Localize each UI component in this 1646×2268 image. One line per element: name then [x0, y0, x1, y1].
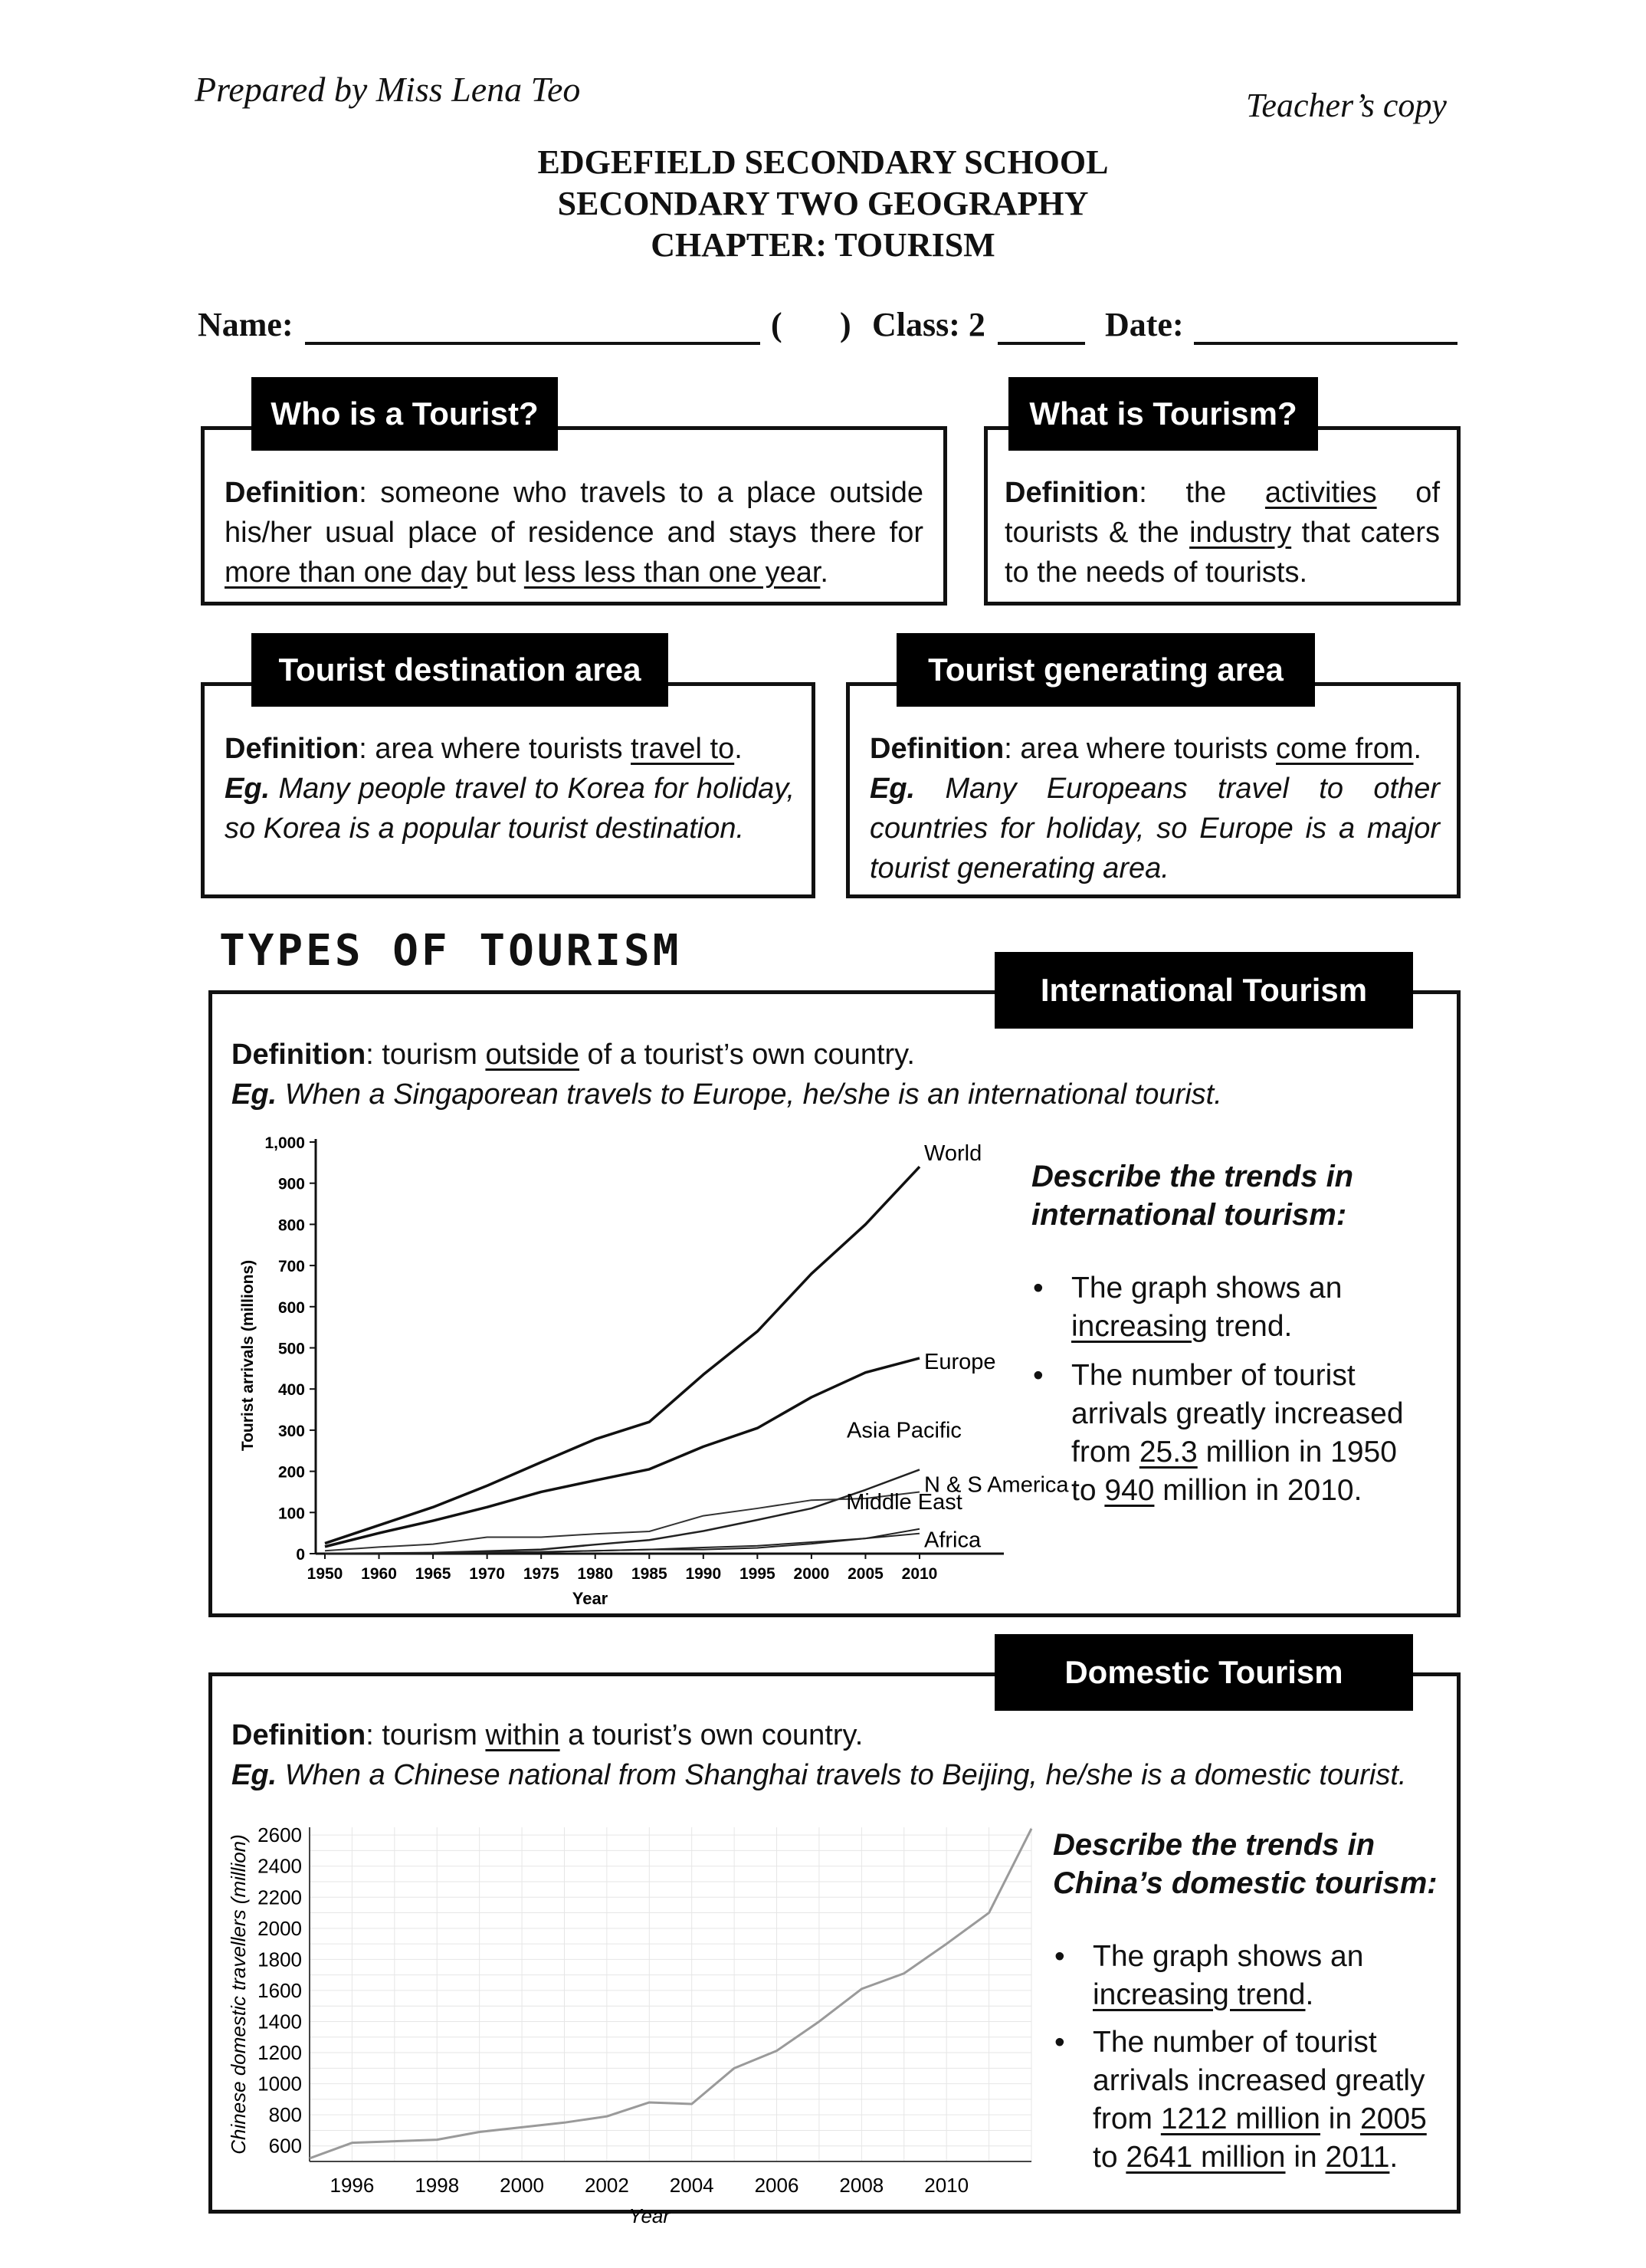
y-axis-title: Tourist arrivals (millions) — [239, 1259, 257, 1452]
bullet-text: The number of tourist — [1071, 1359, 1356, 1392]
tourism-heading: What is Tourism? — [1008, 377, 1318, 451]
y-tick-label: 400 — [277, 1381, 305, 1400]
tourist-definition-box — [201, 426, 947, 606]
chart-series — [310, 1829, 1031, 2158]
underlined-answer: 2011 — [1325, 2141, 1390, 2174]
y-tick-label: 1,000 — [264, 1134, 305, 1152]
question-line: China’s domestic tourism: — [1053, 1866, 1438, 1900]
bullet-dot: • — [1054, 1940, 1065, 1973]
bullet-text: . — [1389, 2141, 1398, 2174]
underlined-answer: 1212 million — [1160, 2102, 1320, 2135]
underlined-answer: outside — [485, 1039, 579, 1071]
class-label: Class: 2 — [872, 306, 985, 343]
y-tick-label: 900 — [277, 1175, 305, 1193]
text-span: . — [1413, 733, 1422, 765]
bullet-text: arrivals greatly increased — [1071, 1397, 1404, 1430]
bullet-text: The number of tourist — [1093, 2026, 1377, 2059]
text-span: : the — [1139, 477, 1265, 509]
chart-axes — [227, 1823, 1031, 2227]
chart-grid — [310, 1827, 1031, 2161]
y-tick-label: 600 — [277, 1298, 305, 1317]
text-span: When a Singaporean travels to Europe, he/she is an international tourist. — [284, 1078, 1222, 1111]
prepared-by: Prepared by Miss Lena Teo — [195, 70, 581, 109]
x-tick-label: 1985 — [631, 1565, 667, 1583]
series-line-europe — [325, 1358, 920, 1547]
domestic-heading: Domestic Tourism — [995, 1634, 1413, 1711]
x-tick-label: 2010 — [924, 2174, 969, 2197]
bullet-text: arrivals increased greatly — [1093, 2064, 1425, 2097]
x-tick-label: 1960 — [361, 1565, 397, 1583]
x-tick-label: 2004 — [669, 2174, 714, 2197]
x-tick-label: 2008 — [839, 2174, 884, 2197]
class-field[interactable] — [998, 342, 1085, 345]
x-tick-label: 1990 — [685, 1565, 722, 1583]
y-tick-label: 700 — [277, 1258, 305, 1276]
x-tick-label: 1998 — [415, 2174, 460, 2197]
series-label: Europe — [924, 1349, 996, 1374]
series-line-domestic-travellers — [310, 1829, 1031, 2158]
x-axis-title: Year — [572, 1589, 608, 1608]
y-tick-label: 1400 — [257, 2010, 302, 2033]
generating-definition-box — [846, 682, 1461, 898]
x-tick-label: 2006 — [754, 2174, 799, 2197]
y-tick-label: 200 — [277, 1463, 305, 1482]
bullet-text: million in 1950 — [1197, 1436, 1397, 1469]
international-bullet-1 — [1033, 1269, 1343, 1346]
text-span: : someone who travels to a place outside his/her usual place of residence and stays there for — [225, 477, 923, 549]
destination-example: Many people travel to Korea for holiday, so Korea is a popular tourist destination. — [225, 773, 795, 845]
international-bullet-2 — [1033, 1357, 1404, 1510]
question-line: Describe the trends in — [1053, 1828, 1375, 1862]
question-line: international tourism: — [1031, 1198, 1347, 1232]
x-tick-label: 2005 — [848, 1565, 884, 1583]
underlined-answer: increasing trend — [1093, 1978, 1306, 2011]
y-axis-title: Chinese domestic travellers (million) — [227, 1834, 250, 2155]
underlined-answer: come from — [1276, 733, 1414, 765]
y-tick-label: 500 — [277, 1340, 305, 1358]
bullet-text: . — [1305, 1978, 1314, 2011]
domestic-travellers-chart — [222, 1809, 1050, 2227]
bullet-text: The graph shows an — [1093, 1940, 1364, 1973]
series-label: World — [924, 1141, 982, 1167]
chart-series — [325, 1167, 920, 1554]
eg-word: Eg. — [231, 1759, 277, 1791]
international-arrivals-chart — [230, 1127, 1069, 1610]
x-tick-label: 2000 — [500, 2174, 544, 2197]
text-span: : tourism — [366, 1719, 486, 1751]
underlined-answer: more than one day — [225, 556, 467, 589]
index-field[interactable] — [785, 313, 834, 343]
text-span: . — [820, 556, 828, 589]
bullet-text: to — [1071, 1474, 1105, 1507]
y-tick-label: 2600 — [257, 1823, 302, 1847]
chapter-name: CHAPTER: TOURISM — [651, 226, 995, 264]
destination-heading: Tourist destination area — [251, 633, 668, 707]
definition-word: Definition — [231, 1719, 366, 1751]
y-tick-label: 100 — [277, 1505, 305, 1523]
name-label: Name: — [198, 306, 293, 343]
destination-definition-text — [225, 729, 795, 848]
bullet-dot: • — [1033, 1272, 1044, 1305]
x-tick-label: 1950 — [307, 1565, 343, 1583]
y-tick-label: 1600 — [257, 1978, 302, 2002]
definition-word: Definition — [231, 1039, 366, 1071]
series-label: N & S America — [924, 1472, 1069, 1498]
x-tick-label: 1995 — [739, 1565, 775, 1583]
text-span: but — [467, 556, 524, 589]
eg-word: Eg. — [231, 1078, 277, 1111]
generating-heading: Tourist generating area — [897, 633, 1315, 707]
y-tick-label: 800 — [277, 1216, 305, 1235]
eg-word: Eg. — [225, 773, 271, 805]
index-open-paren: ( — [771, 306, 782, 343]
x-tick-label: 1996 — [330, 2174, 375, 2197]
domestic-question — [1053, 1826, 1438, 1902]
school-name: EDGEFIELD SECONDARY SCHOOL — [537, 143, 1109, 181]
text-span: When a Chinese national from Shanghai travels to Beijing, he/she is a domestic tourist. — [284, 1759, 1407, 1791]
y-tick-label: 1200 — [257, 2041, 302, 2065]
definition-word: Definition — [1005, 477, 1139, 509]
eg-word: Eg. — [870, 773, 916, 805]
series-label: Africa — [924, 1528, 982, 1553]
bullet-text: in — [1320, 2102, 1360, 2135]
underlined-answer: 2641 million — [1126, 2141, 1286, 2174]
text-span: of tourists & the — [1005, 477, 1440, 549]
text-span: : area where tourists — [1004, 733, 1277, 765]
underlined-answer: industry — [1189, 517, 1292, 549]
x-tick-label: 1970 — [469, 1565, 505, 1583]
series-line-africa — [325, 1534, 920, 1554]
text-span: of a tourist’s own country. — [579, 1039, 915, 1071]
bullet-text: from — [1093, 2102, 1161, 2135]
title-block — [0, 142, 1646, 266]
x-tick-label: 2000 — [793, 1565, 830, 1583]
domestic-example — [231, 1755, 1406, 1795]
question-line: Describe the trends in — [1031, 1160, 1354, 1193]
date-field[interactable] — [1194, 342, 1457, 345]
tourism-definition-box — [984, 426, 1461, 606]
y-tick-label: 1000 — [257, 2072, 302, 2096]
y-tick-label: 2000 — [257, 1916, 302, 1940]
copy-label: Teacher’s copy — [1246, 87, 1447, 124]
y-tick-label: 0 — [296, 1546, 305, 1564]
domestic-definition — [231, 1715, 863, 1755]
bullet-dot: • — [1033, 1359, 1044, 1392]
international-question — [1031, 1157, 1353, 1234]
underlined-answer: 940 — [1104, 1474, 1155, 1507]
name-field[interactable] — [305, 342, 760, 345]
bullet-text: trend. — [1207, 1310, 1293, 1343]
underlined-answer: activities — [1264, 477, 1377, 509]
text-span: : area where tourists — [359, 733, 631, 765]
bullet-text: to — [1093, 2141, 1126, 2174]
underlined-answer: within — [485, 1719, 560, 1751]
series-label: Middle East — [846, 1489, 962, 1515]
international-definition — [231, 1035, 915, 1075]
underlined-answer: 2005 — [1360, 2102, 1427, 2135]
underlined-answer: less less than one year — [523, 556, 821, 589]
y-tick-label: 600 — [268, 2134, 302, 2158]
bullet-text: in — [1285, 2141, 1326, 2174]
subject-name: SECONDARY TWO GEOGRAPHY — [557, 185, 1089, 222]
bullet-text: million in 2010. — [1154, 1474, 1362, 1507]
x-tick-label: 2010 — [901, 1565, 938, 1583]
index-close-paren: ) — [840, 306, 851, 343]
x-axis-title: Year — [628, 2204, 671, 2227]
tourism-definition-text — [1005, 473, 1440, 592]
underlined-answer: travel to — [631, 733, 735, 765]
x-tick-label: 2002 — [584, 2174, 629, 2197]
generating-definition-text — [870, 729, 1440, 888]
x-tick-label: 1965 — [415, 1565, 451, 1583]
definition-word: Definition — [225, 477, 359, 509]
destination-definition-box — [201, 682, 815, 898]
series-label: Asia Pacific — [847, 1418, 962, 1443]
text-span: . — [734, 733, 743, 765]
x-tick-label: 1980 — [577, 1565, 614, 1583]
definition-word: Definition — [225, 733, 359, 765]
bullet-dot: • — [1054, 2026, 1065, 2059]
text-span: that caters to the needs of tourists. — [1005, 517, 1440, 589]
bullet-text: from — [1071, 1436, 1139, 1469]
series-line-world — [325, 1167, 920, 1543]
international-heading: International Tourism — [995, 952, 1413, 1029]
generating-example: Many Europeans travel to other countries for holiday, so Europe is a major tourist generating area. — [870, 773, 1440, 885]
definition-word: Definition — [870, 733, 1005, 765]
y-tick-label: 1800 — [257, 1948, 302, 1971]
date-label: Date: — [1105, 306, 1184, 343]
y-tick-label: 300 — [277, 1422, 305, 1440]
international-example — [231, 1075, 1222, 1114]
types-heading: TYPES OF TOURISM — [219, 926, 682, 976]
tourist-heading: Who is a Tourist? — [251, 377, 558, 451]
text-span: : tourism — [366, 1039, 486, 1071]
underlined-answer: 25.3 — [1139, 1436, 1198, 1469]
bullet-text: The graph shows an — [1071, 1272, 1343, 1305]
y-tick-label: 2200 — [257, 1886, 302, 1909]
domestic-bullet-1 — [1054, 1938, 1364, 2014]
x-tick-label: 1975 — [523, 1565, 559, 1583]
y-tick-label: 800 — [268, 2103, 302, 2127]
underlined-answer: increasing — [1071, 1310, 1208, 1343]
tourist-definition-text — [225, 473, 923, 592]
y-tick-label: 2400 — [257, 1854, 302, 1878]
domestic-bullet-2 — [1054, 2023, 1427, 2177]
text-span: a tourist’s own country. — [559, 1719, 864, 1751]
